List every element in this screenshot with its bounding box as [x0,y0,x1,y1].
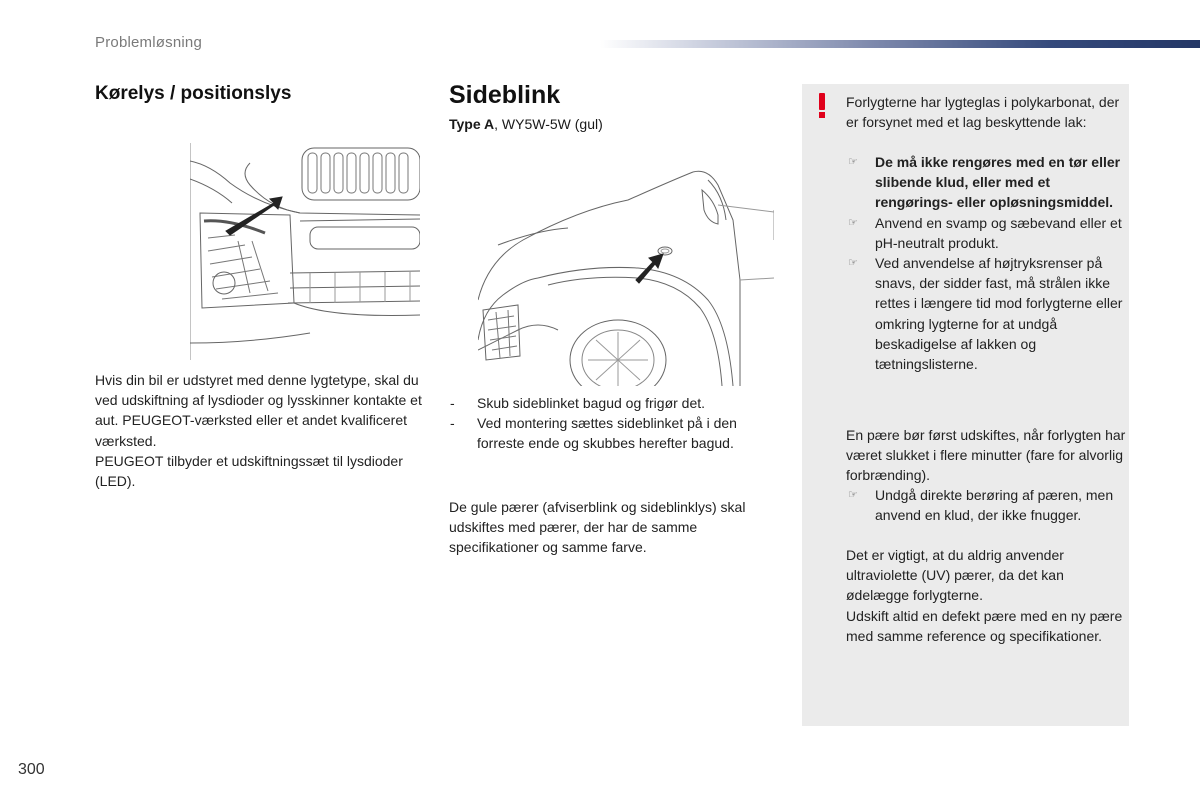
pointing-hand-icon: ☞ [848,257,858,270]
pointing-hand-icon: ☞ [848,216,858,229]
section-title-side-indicator: Sideblink [449,81,561,109]
list-item [846,152,1126,213]
side-indicator-illustration [478,160,774,386]
handling-instructions-list [846,485,1126,525]
running-lights-description [95,370,430,491]
step-text: Skub sideblinket bagud og frigør det. [477,395,706,411]
pointing-hand-icon: ☞ [848,156,858,168]
yellow-bulb-note: De gule pærer (afviserblink og sideblinklys) skal udskiftes med pærer, der har de samme specifikationer og samme farve. [449,499,746,556]
exclamation-icon [818,91,827,119]
front-light-illustration [190,143,420,360]
section-header: Problemløsning [95,34,203,51]
list-item [846,253,1126,374]
bullet-text: De må ikke rengøres med en tør eller slibende klud, eller med et rengørings- eller opløsningsmiddel. [875,154,1121,211]
cleaning-instructions-list [846,152,1126,374]
list-item [449,393,779,413]
bulb-type-line [449,116,603,132]
bullet-text: Anvend en svamp og sæbevand eller et pH-neutralt produkt. [875,214,1122,251]
bulb-cooling-paragraph: En pære bør først udskiftes, når forlygten har været slukket i flere minutter (fare for alvorlig forbrænding). [846,427,1126,484]
bulb-type-value: , WY5W-5W (gul) [494,116,603,132]
replacement-steps-list [449,393,779,454]
dash-marker: - [450,395,455,411]
list-item [449,413,779,453]
polycarbonate-intro: Forlygterne har lygteglas i polykarbonat, der er forsynet med et lag beskyttende lak: [846,94,1120,131]
dash-marker: - [450,415,455,432]
bullet-text: Undgå direkte berøring af pæren, men anvend en klud, der ikke fnugger. [875,487,1114,524]
list-item [846,213,1126,253]
step-text: Ved montering sættes sideblinket på i den forreste ende og skubbes herefter bagud. [477,415,737,452]
header-decor-bar [600,40,1200,48]
bullet-text: Ved anvendelse af højtryksrenser på snavs, der sidder fast, må strålen ikke rettes i længere tid mod forlygterne eller omkring lygterne for at undgå beskadigelse af lakken og tætningslisterne. [875,255,1123,373]
page-number: 300 [18,761,45,778]
list-item [846,485,1126,525]
pointing-hand-icon: ☞ [848,489,858,501]
uv-bulb-warning [846,545,1126,646]
led-kit-paragraph: PEUGEOT tilbyder et udskiftningssæt til lysdioder (LED). [95,452,403,490]
replace-defective-paragraph: Udskift altid en defekt pære med en ny pære med samme reference og specifikationer. [846,607,1123,644]
running-lights-paragraph: Hvis din bil er udstyret med denne lygtetype, skal du ved udskiftning af lysdioder og lysskinner kontakte et aut. PEUGEOT-værksted eller et andet kvalificeret værksted. [95,372,422,449]
section-title-running-lights: Kørelys / positionslys [95,83,292,104]
bulb-type-label: Type A [449,116,495,132]
uv-paragraph: Det er vigtigt, at du aldrig anvender ultraviolette (UV) pærer, da det kan ødelægge forlygterne. [846,547,1064,604]
